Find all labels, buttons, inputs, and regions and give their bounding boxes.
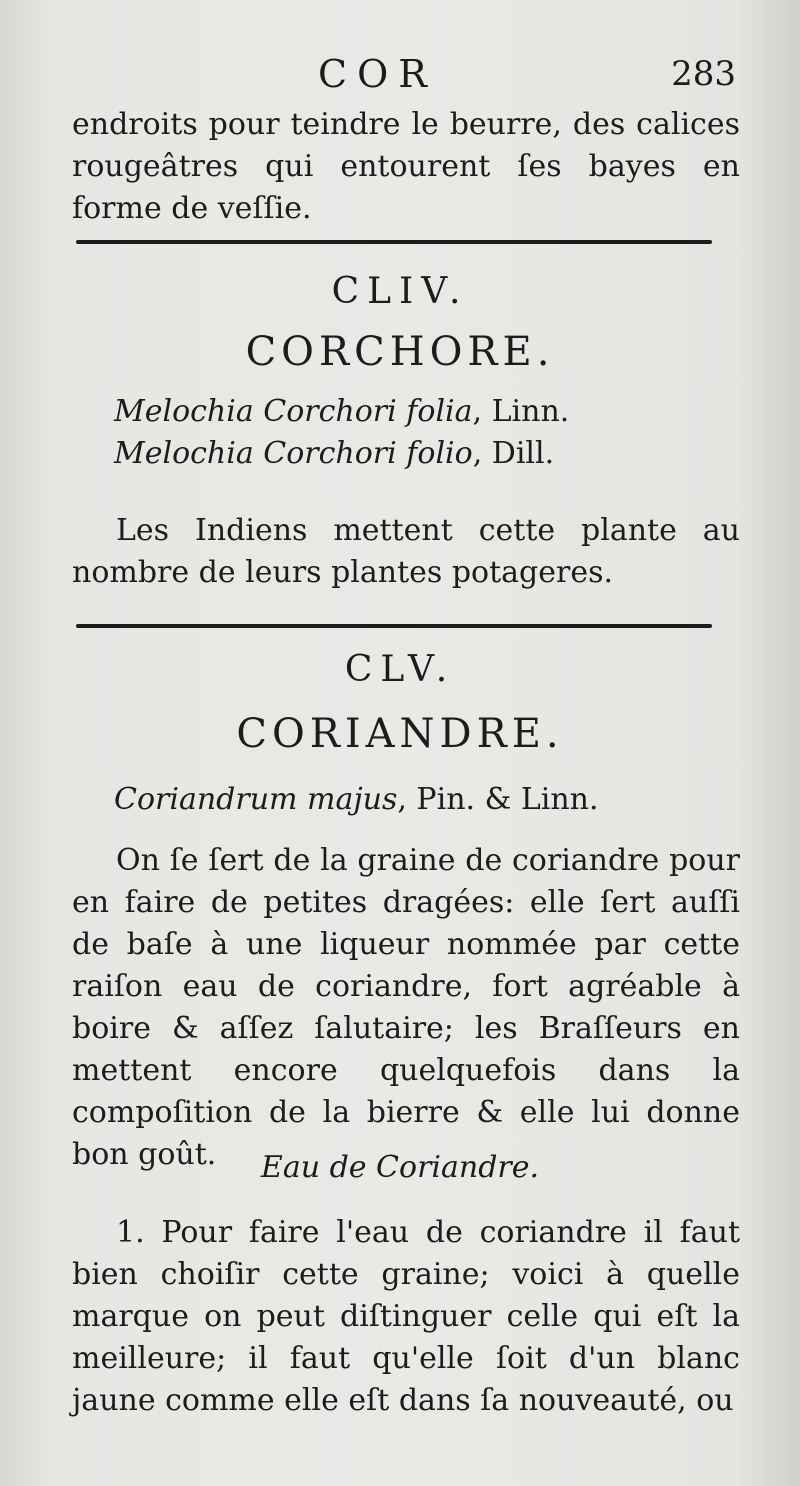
continuation-paragraph: endroits pour teindre le beurre, des calices rougeâtres qui entourent ſes bayes en forme de veſſie. xyxy=(72,107,740,226)
botanical-synonym xyxy=(114,392,734,432)
botanical-synonym xyxy=(114,780,734,820)
section-body: Les Indiens mettent cette plante au nombre de leurs plantes potageres. xyxy=(72,513,740,590)
section-number: CLV. xyxy=(344,649,456,690)
page-number: 283 xyxy=(671,54,736,94)
recipe-heading: Eau de Coriandre. xyxy=(260,1150,540,1185)
section-divider xyxy=(76,240,712,244)
section-divider xyxy=(76,624,712,628)
botanical-synonym xyxy=(114,434,734,474)
section-title: CORIANDRE. xyxy=(236,711,564,757)
recipe-paragraph: 1. Pour faire l'eau de coriandre il faut bien choiſir cette graine; voici à quelle marque on peut diſtinguer celle qui eſt la meilleure; il faut qu'elle ſoit d'un blanc jaune comme elle eſt dans ſa nouveauté, ou xyxy=(72,1215,740,1418)
authority: , Linn. xyxy=(472,394,570,429)
authority: , Dill. xyxy=(472,436,555,471)
running-title: COR xyxy=(318,52,437,96)
section-number: CLIV. xyxy=(331,271,469,312)
page-header xyxy=(0,50,800,98)
latin-name: Coriandrum majus xyxy=(114,782,398,817)
latin-name: Melochia Corchori folio xyxy=(114,436,473,471)
section-body: On ſe ſert de la graine de coriandre pour en faire de petites dragées: elle ſert auſſi de baſe à une liqueur nommée par cette raiſon eau de coriandre, fort agréable à boire & aſſez ſalutaire; les Braſſeurs en mettent encore quelquefois dans la compoſition de la bierre & elle lui donne bon goût. xyxy=(72,843,740,1172)
section-title: CORCHORE. xyxy=(245,329,555,375)
latin-name: Melochia Corchori folia xyxy=(114,394,473,429)
authority: , Pin. & Linn. xyxy=(397,782,599,817)
